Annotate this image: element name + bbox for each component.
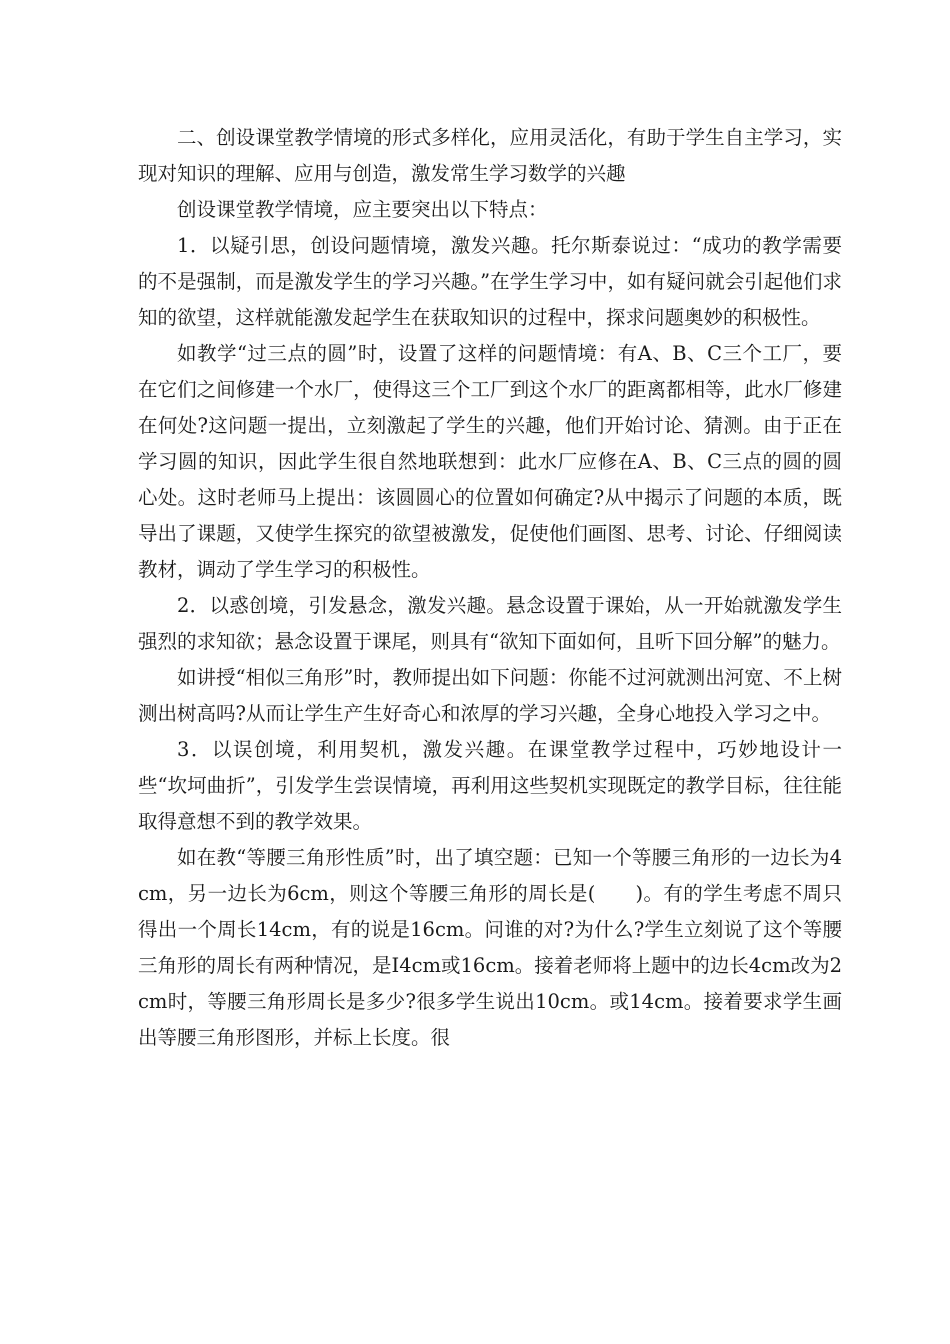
paragraph-section-heading: 二、创设课堂教学情境的形式多样化，应用灵活化，有助于学生自主学习，实现对知识的理解、应用与创造，激发常生学习数学的兴趣 <box>138 126 842 185</box>
paragraph-example-3: 如在教“等腰三角形性质”时，出了填空题：已知一个等腰三角形的一边长为4cm，另一边长为6cm，则这个等腰三角形的周长是( )。有的学生考虑不周只得出一个周长14cm，有的说是16cm。问谁的对?为什么?学生立刻说了这个等腰三角形的周长有两种情况，是I4cm或16cm。接着老师将上题中的边长4cm改为2cm时，等腰三角形周长是多少?很多学生说出10cm。或14cm。接着要求学生画出等腰三角形图形，并标上长度。很 <box>138 846 842 1049</box>
document-body <box>138 120 842 1056</box>
paragraph-point-2: 2．以惑创境，引发悬念，激发兴趣。悬念设置于课始，从一开始就激发学生强烈的求知欲；悬念设置于课尾，则具有“欲知下面如何，且听下回分解”的魅力。 <box>138 594 842 653</box>
paragraph-example-1: 如教学“过三点的圆”时，设置了这样的问题情境：有A、B、C三个工厂，要在它们之间修建一个水厂，使得这三个工厂到这个水厂的距离都相等，此水厂修建在何处?这问题一提出，立刻激起了学生的兴趣，他们开始讨论、猜测。由于正在学习圆的知识，因此学生很自然地联想到：此水厂应修在A、B、C三点的圆的圆心处。这时老师马上提出：该圆圆心的位置如何确定?从中揭示了问题的本质，既导出了课题，又使学生探究的欲望被激发，促使他们画图、思考、讨论、仔细阅读教材，调动了学生学习的积极性。 <box>138 342 842 581</box>
paragraph-example-2: 如讲授“相似三角形”时，教师提出如下问题：你能不过河就测出河宽、不上树测出树高吗?从而让学生产生好奇心和浓厚的学习兴趣，全身心地投入学习之中。 <box>138 666 842 725</box>
paragraph-features-intro: 创设课堂教学情境，应主要突出以下特点： <box>177 198 548 221</box>
paragraph-point-3: 3．以误创境，利用契机，激发兴趣。在课堂教学过程中，巧妙地设计一些“坎坷曲折”，引发学生尝误情境，再利用这些契机实现既定的教学目标，往往能取得意想不到的教学效果。 <box>138 738 842 833</box>
paragraph-point-1: 1．以疑引思，创设问题情境，激发兴趣。托尔斯泰说过：“成功的教学需要的不是强制，而是激发学生的学习兴趣。”在学生学习中，如有疑问就会引起他们求知的欲望，这样就能激发起学生在获取知识的过程中，探求问题奥妙的积极性。 <box>138 234 842 329</box>
